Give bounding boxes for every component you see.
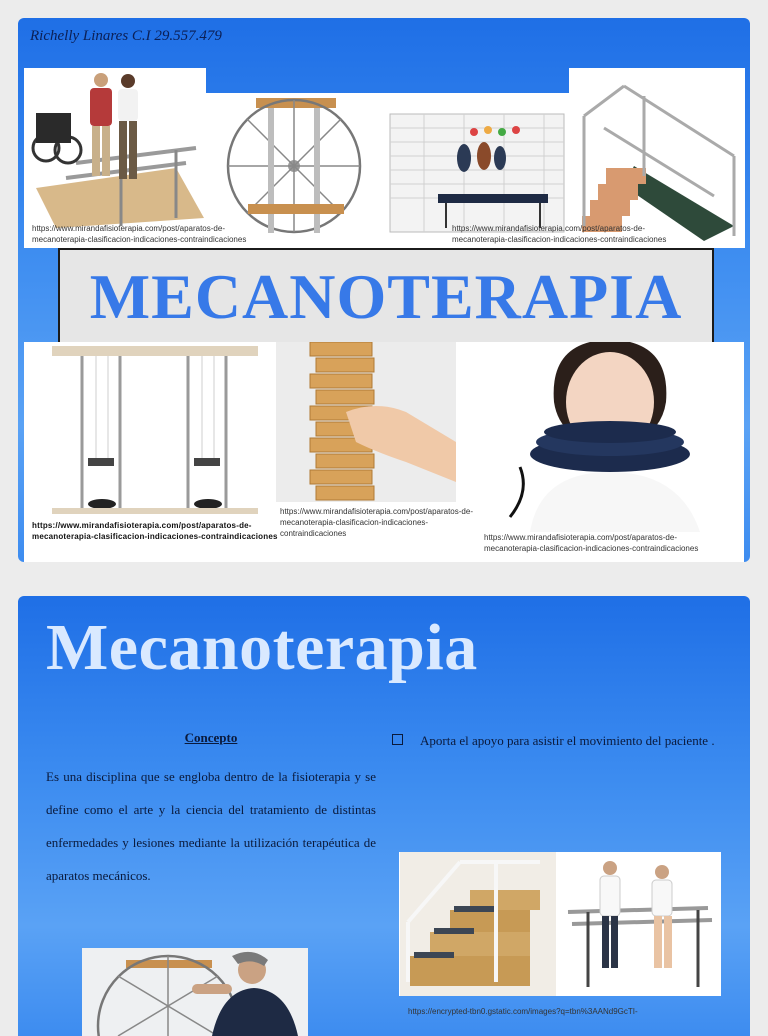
author-line: Richelly Linares C.I 29.557.479 — [30, 28, 222, 44]
concept-paragraph: Es una disciplina que se engloba dentro de la fisioterapia y se define como el arte y la ciencia del tratamiento de distintas enfermedades y lesiones mediante la utilización terapéutica de aparatos mecánicos. — [46, 769, 376, 883]
counterweight-pulley-photo — [48, 344, 262, 514]
cervical-collar-photo — [470, 342, 740, 532]
source-link-bottom-left[interactable]: https://www.mirandafisioterapia.com/post/aparatos-de- mecanoterapia-clasificacion-indicaciones-contraindicaciones — [32, 521, 278, 541]
source-link-top-right[interactable]: https://www.mirandafisioterapia.com/post/aparatos-de- mecanoterapia-clasificacion-indicaciones-contraindicaciones — [452, 224, 667, 244]
slide-1 — [18, 18, 750, 562]
stairs-ramp-photo — [574, 76, 744, 244]
slide-1-title: MECANOTERAPIA — [89, 261, 683, 332]
finger-ladder-photo — [276, 342, 456, 502]
source-link-bottom-right[interactable]: https://www.mirandafisioterapia.com/post/aparatos-de- mecanoterapia-clasificacion-indicaciones-contraindicaciones — [484, 533, 699, 553]
source-link-top-left[interactable]: https://www.mirandafisioterapia.com/post/aparatos-de- mecanoterapia-clasificacion-indicaciones-contraindicaciones — [32, 224, 247, 244]
man-shoulder-wheel-photo — [82, 948, 308, 1036]
therapy-stairs-photo — [400, 852, 556, 996]
concept-heading: Concepto — [184, 730, 238, 745]
walking-bars-photo — [558, 852, 721, 996]
slide-2-title: Mecanoterapia — [46, 611, 478, 684]
parallel-bars-photo — [26, 68, 206, 228]
checkbox-bullet-icon — [392, 734, 403, 745]
slide-2 — [18, 596, 750, 1036]
bullet-paragraph: Aporta el apoyo para asistir el movimiento del paciente . — [420, 733, 715, 748]
title-box — [58, 248, 714, 344]
pulley-cage-photo — [384, 108, 570, 238]
source-link-bottom-middle[interactable]: https://www.mirandafisioterapia.com/post/aparatos-de- mecanoterapia-clasificacion-indicaciones-contraindicaciones — [280, 507, 473, 538]
source-link-therapy[interactable]: https://encrypted-tbn0.gstatic.com/images?q=tbn%3AANd9GcTI- — [408, 1007, 638, 1016]
